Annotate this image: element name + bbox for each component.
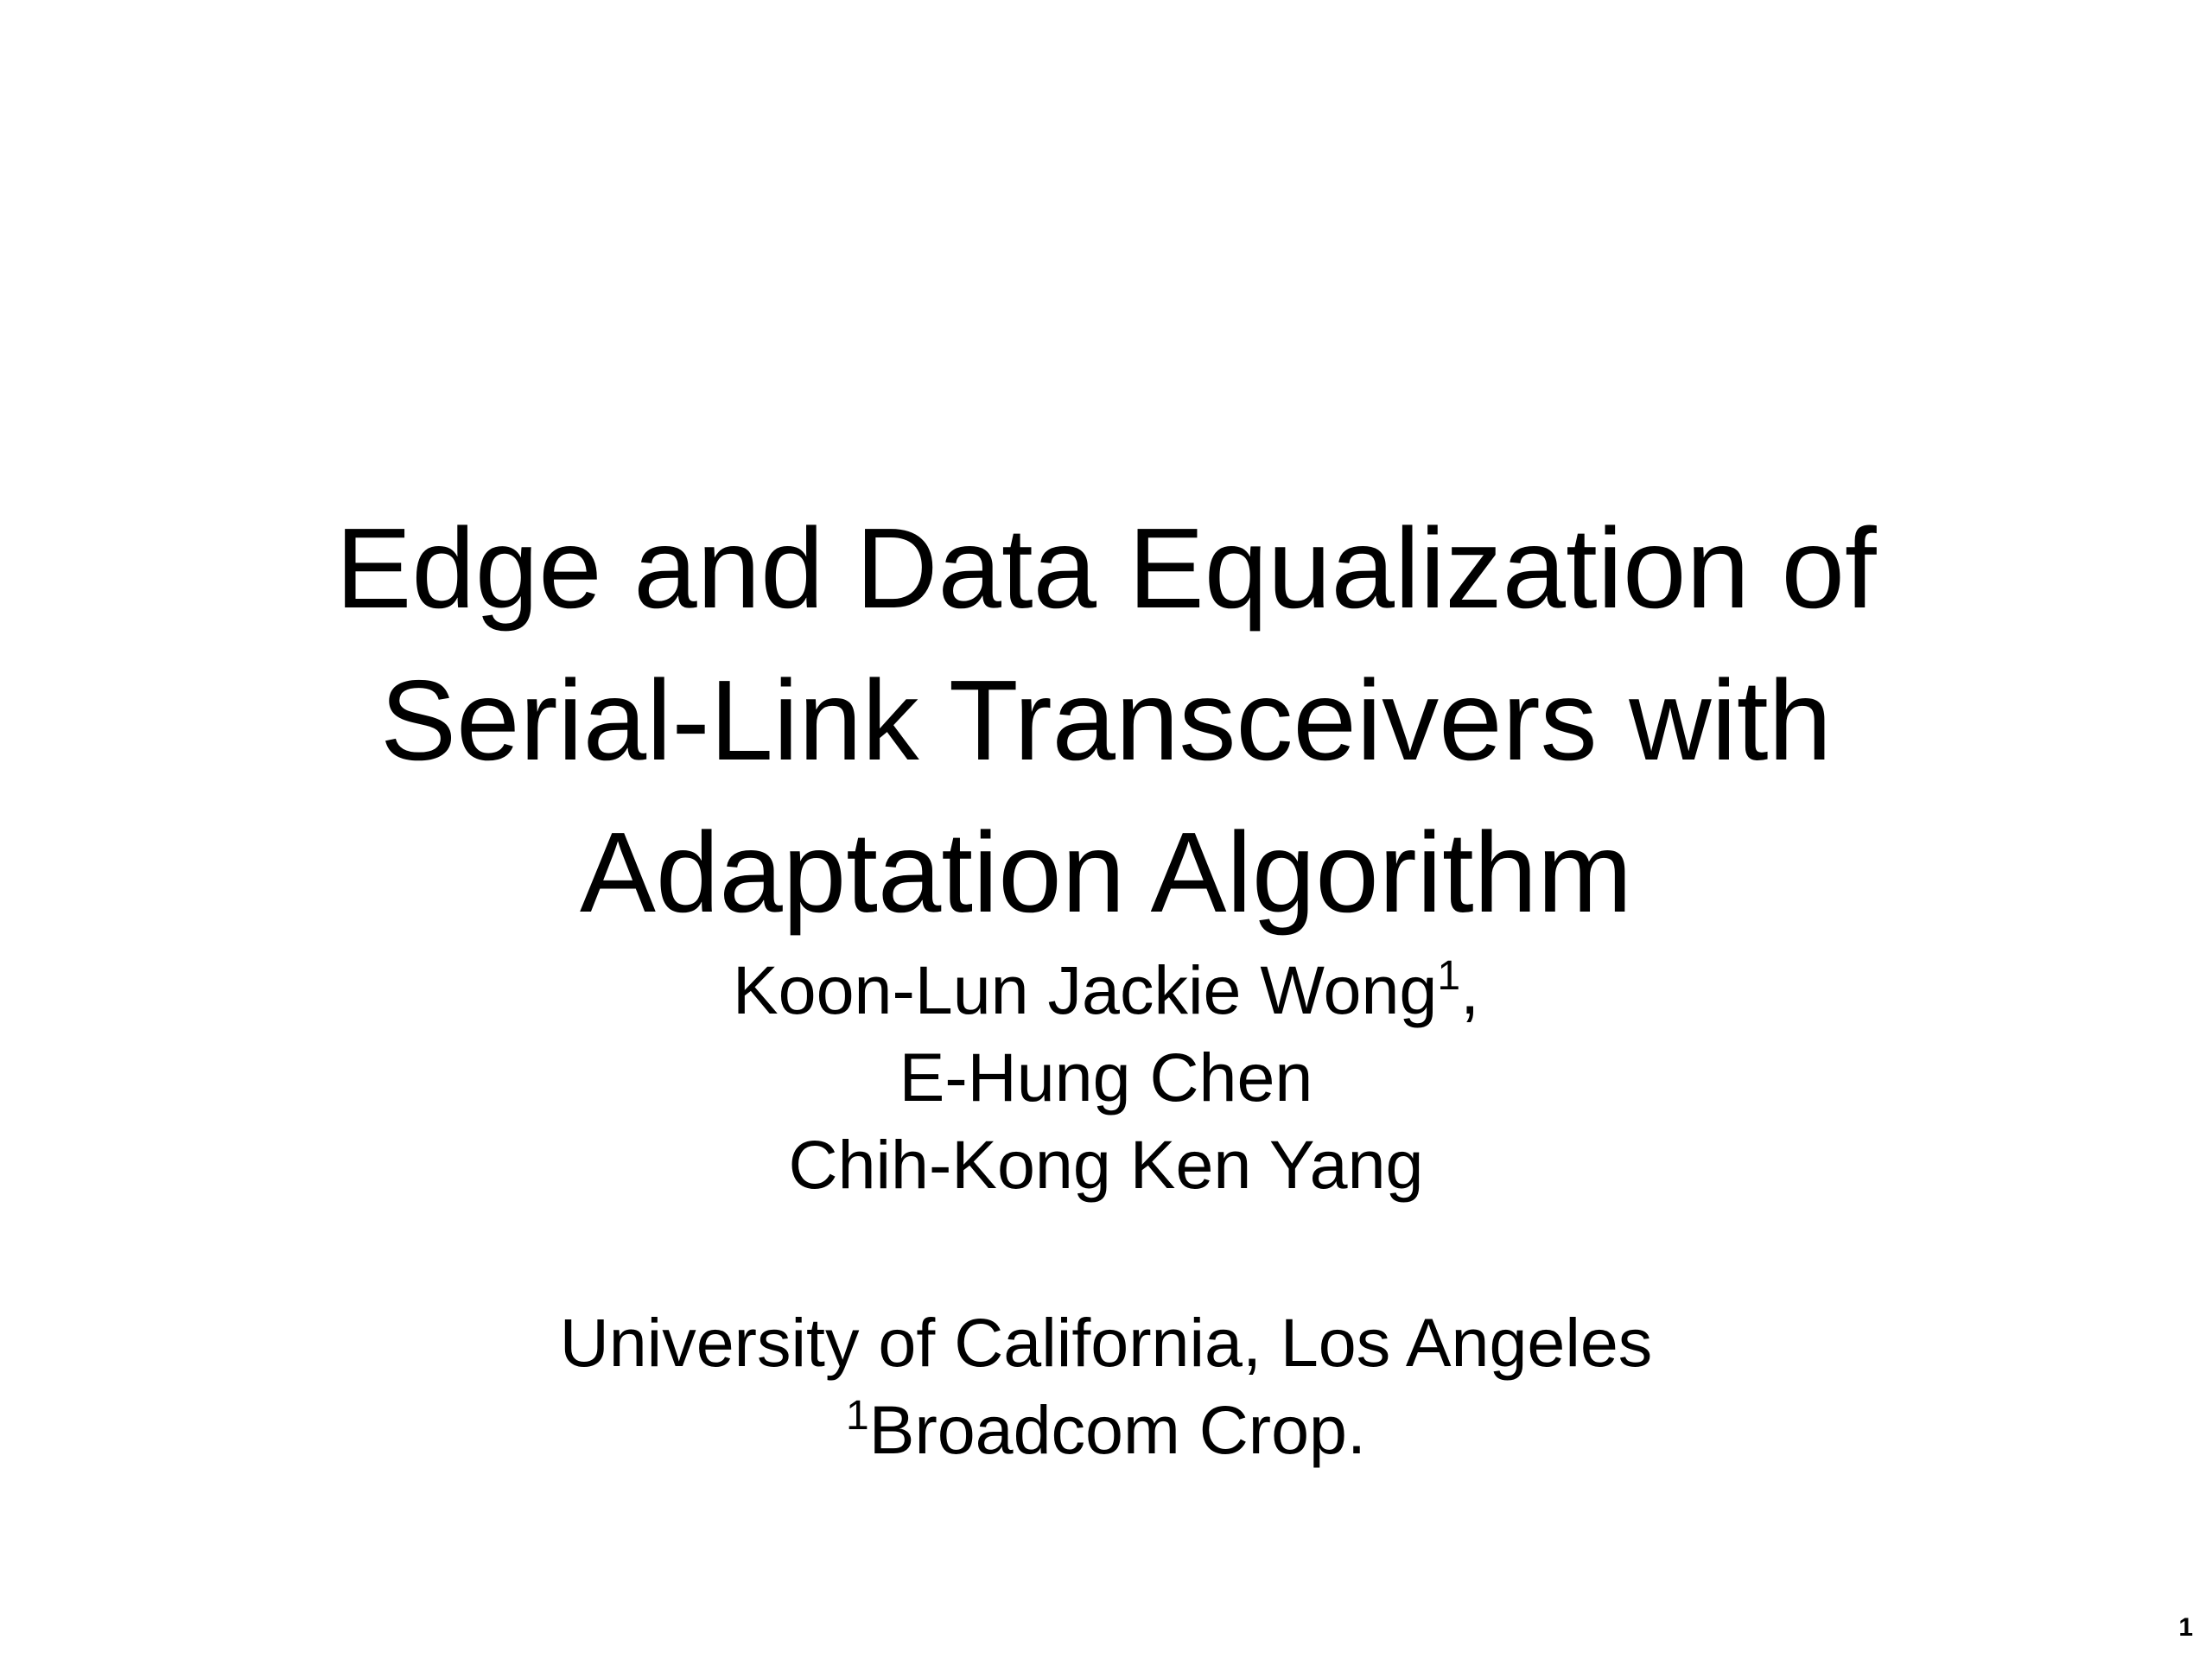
author-list — [0, 946, 2212, 1208]
affiliation-text: University of California, Los Angeles — [559, 1304, 1653, 1381]
author-name: Koon-Lun Jackie Wong — [732, 951, 1438, 1028]
affiliation-mark: 1 — [846, 1393, 869, 1439]
title-line: Serial-Link Transceivers with — [380, 657, 1832, 784]
author-line — [0, 1033, 2212, 1121]
author-line — [0, 1121, 2212, 1208]
author-name: Chih-Kong Ken Yang — [788, 1126, 1424, 1203]
title-line: Adaptation Algorithm — [579, 809, 1633, 936]
affiliation-mark: 1 — [1437, 953, 1461, 999]
affiliation-line — [0, 1299, 2212, 1386]
page-number: 1 — [2178, 1613, 2193, 1642]
affiliation-line — [0, 1386, 2212, 1473]
slide-title — [0, 493, 2212, 949]
title-line: Edge and Data Equalization of — [335, 505, 1877, 632]
affiliation-list — [0, 1299, 2212, 1473]
author-name: E-Hung Chen — [899, 1039, 1313, 1116]
affiliation-text: Broadcom Crop. — [868, 1391, 1366, 1468]
author-line — [0, 946, 2212, 1033]
author-separator: , — [1460, 951, 1480, 1028]
